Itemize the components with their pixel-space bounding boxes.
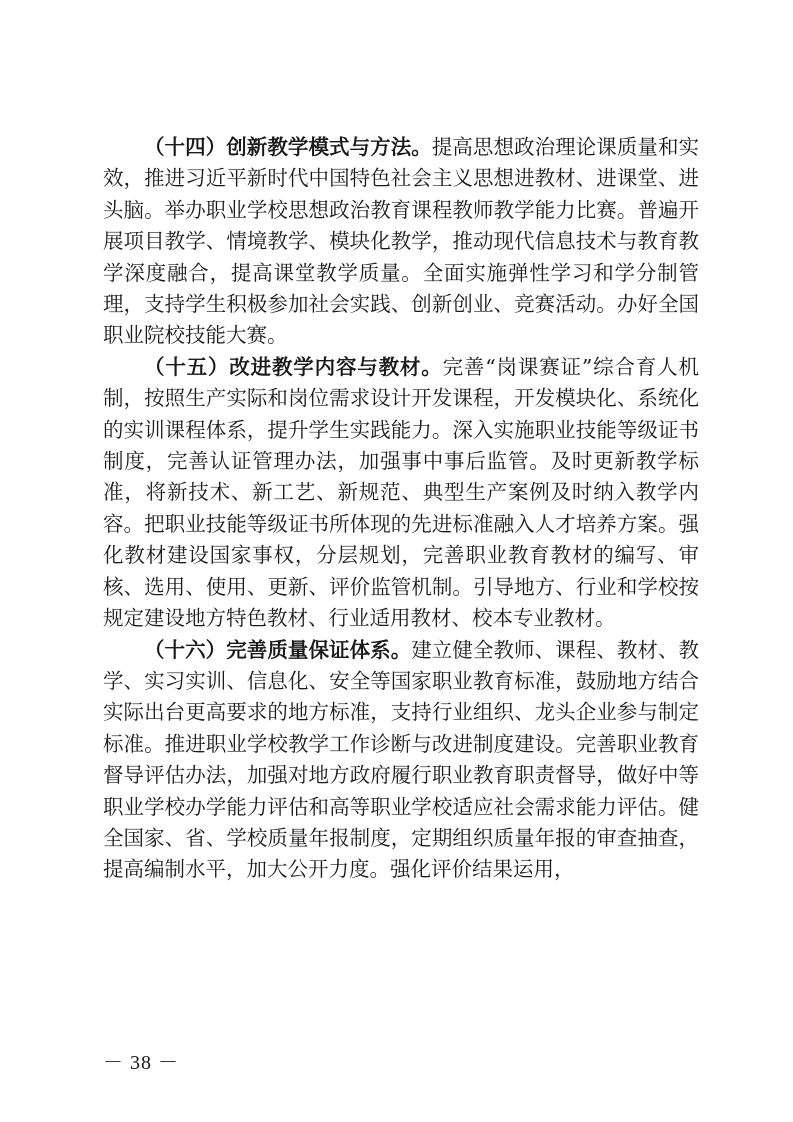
page-number: － 38 － bbox=[103, 1052, 179, 1074]
heading-16: （十六）完善质量保证体系。 bbox=[144, 637, 412, 662]
paragraph-15 bbox=[103, 352, 699, 635]
paragraph-16-text: 建立健全教师、课程、教材、教学、实习实训、信息化、安全等国家职业教育标准，鼓励地方结合实际出台更高要求的地方标准，支持行业组织、龙头企业参与制定标准。推进职业学校教学工作诊断与改进制度建设。完善职业教育督导评估办法，加强对地方政府履行职业教育职责督导，做好中等职业学校办学能力评估和高等职业学校适应社会需求能力评估。健全国家、省、学校质量年报制度，定期组织质量年报的审查抽查，提高编制水平，加大公开力度。强化评价结果运用， bbox=[103, 637, 699, 882]
heading-15: （十五）改进教学内容与教材。 bbox=[144, 354, 443, 379]
heading-14: （十四）创新教学模式与方法。 bbox=[144, 135, 432, 159]
body-text bbox=[103, 132, 699, 886]
paragraph-14-text: 提高思想政治理论课质量和实效，推进习近平新时代中国特色社会主义思想进教材、进课堂、进头脑。举办职业学校思想政治教育课程教师教学能力比赛。普遍开展项目教学、情境教学、模块化教学，推动现代信息技术与教育教学深度融合，提高课堂教学质量。全面实施弹性学习和学分制管理，支持学生积极参加社会实践、创新创业、竞赛活动。办好全国职业院校技能大赛。 bbox=[103, 135, 700, 348]
paragraph-14 bbox=[103, 132, 699, 352]
paragraph-16 bbox=[103, 635, 699, 886]
paragraph-15-text: 完善“岗课赛证”综合育人机制，按照生产实际和岗位需求设计开发课程，开发模块化、系统化的实训课程体系，提升学生实践能力。深入实施职业技能等级证书制度，完善认证管理办法，加强事中事后监管。及时更新教学标准，将新技术、新工艺、新规范、典型生产案例及时纳入教学内容。把职业技能等级证书所体现的先进标准融入人才培养方案。强化教材建设国家事权，分层规划，完善职业教育教材的编写、审核、选用、使用、更新、评价监管机制。引导地方、行业和学校按规定建设地方特色教材、行业适用教材、校本专业教材。 bbox=[103, 354, 699, 631]
